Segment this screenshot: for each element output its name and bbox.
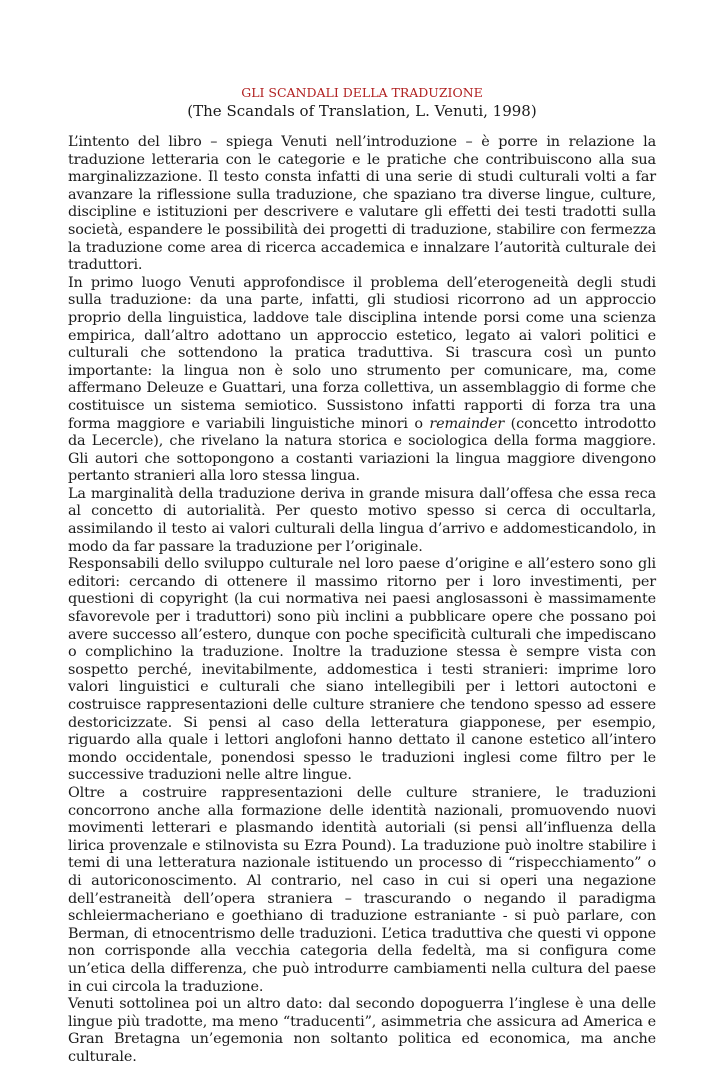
document-subtitle: (The Scandals of Translation, L. Venuti, 1998) [187, 102, 537, 120]
paragraph-publishers: Responsabili dello sviluppo culturale nel loro paese d’origine e all’estero sono gli editori: cercando di ottenere il massimo ritorno per i loro investimenti, per questioni di copyright (la cui normativa nei paesi anglosassoni è massimamente sfavorevole per i traduttori) sono più inclini a pubblicare opere che possano poi avere successo all’estero, dunque con poche specificità culturali che impediscano o complichino la traduzione. Inoltre la traduzione stessa è sempre vista con sospetto perché, inevitabilmente, addomestica i testi stranieri: imprime loro valori linguistici e culturali che siano intellegibili per i lettori autoctoni e costruisce rappresentazioni delle culture straniere che tendono spesso ad essere destoricizzate. Si pensi al caso della letteratura giapponese, per esempio, riguardo alla quale i lettori anglofoni hanno dettato il canone estetico all’intero mondo occidentale, ponendosi spesso le traduzioni inglesi come filtro per le successive traduzioni nelle altre lingue. [68, 556, 656, 784]
paragraph-hegemony: Venuti sottolinea poi un altro dato: dal secondo dopoguerra l’inglese è una delle lingue più tradotte, ma meno “traducenti”, asimmetria che assicura ad America e Gran Bretagna un’egemonia non soltanto politica ed economica, ma anche culturale. [68, 996, 656, 1065]
paragraph-text-before-emphasis: In primo luogo Venuti approfondisce il problema dell’eterogeneità degli studi sulla traduzione: da una parte, infatti, gli studiosi ricorrono ad un approccio proprio della linguistica, laddove tale disciplina intende porsi come una scienza empirica, dall’altro adottano un approccio estetico, legato ai valori politici e culturali che sottendono la pratica traduttiva. Si trascura così un punto importante: la lingua non è solo uno strumento per comunicare, ma, come affermano Deleuze e Guattari, una forza collettiva, un assemblaggio di forme che costituisce un sistema semiotico. Sussistono infatti rapporti di forza tra una forma maggiore e variabili linguistiche minori o [68, 274, 656, 432]
paragraph-text-after-emphasis: (concetto introdotto da Lecercle), che rivelano la natura storica e sociologica della forma maggiore. Gli autori che sottopongono a costanti variazioni la lingua maggiore divengono pertanto stranieri alla loro stessa lingua. [68, 415, 656, 485]
paragraph-national-identities: Oltre a costruire rappresentazioni delle culture straniere, le traduzioni concorrono anche alla formazione delle identità nazionali, promuovendo nuovi movimenti letterari e plasmando identità autoriali (si pensi all’influenza della lirica provenzale e stilnovista su Ezra Pound). La traduzione può inoltre stabilire i temi di una letteratura nazionale istituendo un processo di “rispecchiamento” o di autoriconoscimento. Al contrario, nel caso in cui si operi una negazione dell’estraneità dell’opera straniera – trascurando o negando il paradigma schleiermacheriano e goethiano di traduzione estraniante - si può parlare, con Berman, di etnocentrismo delle traduzioni. L’etica traduttiva che questi vi oppone non corrisponde alla vecchia categoria della fedeltà, ma si configura come un’etica della differenza, che può introdurre cambiamenti nella cultura del paese in cui circola la traduzione. [68, 784, 656, 995]
paragraph-introduction: L’intento del libro – spiega Venuti nell’introduzione – è porre in relazione la traduzione letteraria con le categorie e le pratiche che contribuiscono alla sua marginalizzazione. Il testo consta infatti di una serie di studi culturali volti a far avanzare la riflessione sulla traduzione, che spaziano tra diverse lingue, culture, discipline e istituzioni per descrivere e valutare gli effetti dei testi tradotti sulla società, espandere le possibilità dei progetti di traduzione, stabilire con fermezza la traduzione come area di ricerca accademica e innalzare l’autorità culturale dei traduttori. [68, 134, 656, 274]
document-page [68, 84, 656, 1066]
document-title: GLI SCANDALI DELLA TRADUZIONE [241, 85, 483, 100]
paragraph-heterogeneity [68, 275, 656, 486]
emphasized-term: remainder [429, 415, 505, 432]
paragraph-marginality: La marginalità della traduzione deriva in grande misura dall’offesa che essa reca al concetto di autorialità. Per questo motivo spesso si cerca di occultarla, assimilando il testo ai valori culturali della lingua d’arrivo e addomesticandolo, in modo da far passare la traduzione per l’originale. [68, 485, 656, 555]
